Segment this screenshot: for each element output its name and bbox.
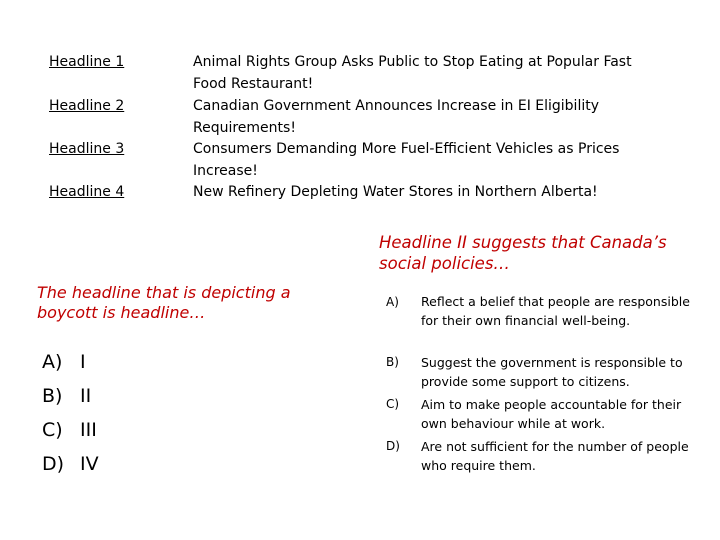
option-text: IV	[80, 453, 99, 475]
headline-2-label: Headline 2	[49, 98, 125, 114]
question-1-option-c[interactable]	[42, 418, 97, 442]
question-2-prompt: Headline II suggests that Canada’s social policies…	[379, 233, 667, 273]
option-letter: A)	[42, 351, 63, 373]
question-1-option-d[interactable]	[42, 452, 99, 476]
question-2-option-a-letter[interactable]: A)	[386, 295, 399, 309]
option-letter: D)	[42, 453, 65, 475]
question-2-option-c-text[interactable]: Aim to make people accountable for their own behaviour while at work.	[421, 397, 682, 431]
question-2-option-b-text[interactable]: Suggest the government is responsible to provide some support to citizens.	[421, 355, 683, 389]
question-2-option-b-letter[interactable]: B)	[386, 355, 399, 369]
option-letter: C)	[42, 419, 63, 441]
option-text: I	[80, 351, 86, 373]
headline-4-text: New Refinery Depleting Water Stores in Northern Alberta!	[193, 184, 598, 200]
headline-3-label: Headline 3	[49, 141, 125, 157]
headline-3-text: Consumers Demanding More Fuel-Efficient Vehicles as Prices Increase!	[193, 141, 620, 179]
question-2-option-d-letter[interactable]: D)	[386, 439, 400, 453]
question-2-option-d-text[interactable]: Are not sufficient for the number of people who require them.	[421, 439, 689, 473]
headline-1-label: Headline 1	[49, 54, 125, 70]
question-2-option-a-text[interactable]: Reflect a belief that people are responsible for their own financial well-being.	[421, 294, 690, 328]
option-letter: B)	[42, 385, 63, 407]
question-1-option-b[interactable]	[42, 384, 91, 408]
question-1-prompt: The headline that is depicting a boycott is headline…	[37, 283, 291, 322]
headline-2-text: Canadian Government Announces Increase in EI Eligibility Requirements!	[193, 98, 599, 136]
headline-4-label: Headline 4	[49, 184, 125, 200]
option-text: II	[80, 385, 92, 407]
headline-1-text: Animal Rights Group Asks Public to Stop Eating at Popular Fast Food Restaurant!	[193, 54, 632, 92]
question-2-option-c-letter[interactable]: C)	[386, 397, 400, 411]
question-1-option-a[interactable]	[42, 350, 86, 374]
option-text: III	[80, 419, 97, 441]
